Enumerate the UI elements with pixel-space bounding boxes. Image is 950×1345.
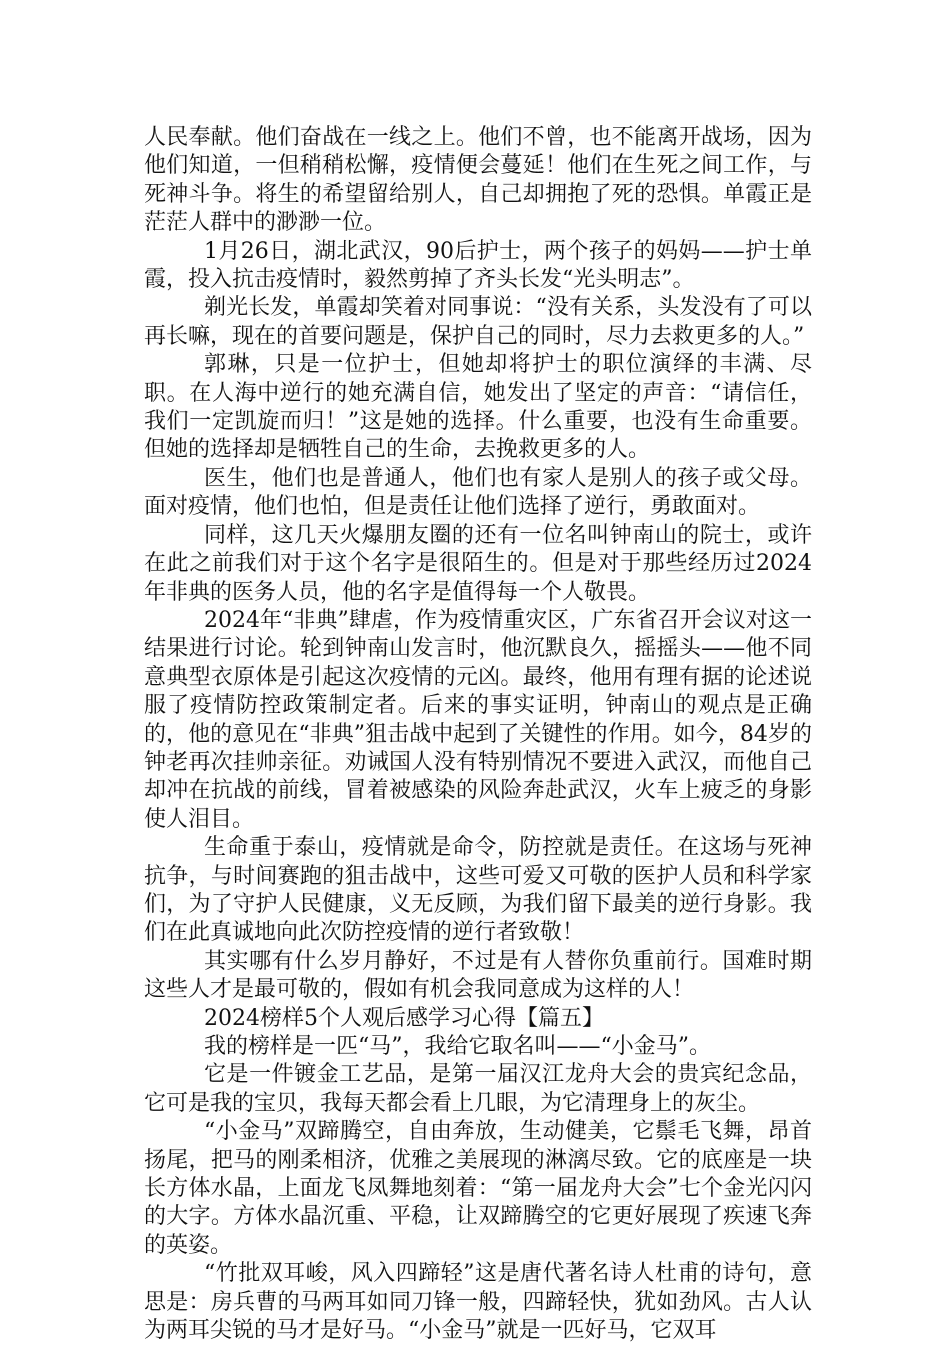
paragraph-7: 2024年“非典”肆虐，作为疫情重灾区，广东省召开会议对这一结果进行讨论。轮到钟南山发言时，他沉默良久，摇摇头——他不同意典型衣原体是引起这次疫情的元凶。最终，他用有理有据的论述说服了疫情防控政策制定者。后来的事实证明，钟南山的观点是正确的，他的意见在“非典”狙击战中起到了关键性的作用。如今，84岁的钟老再次挂帅亲征。劝诫国人没有特别情况不要进入武汉，而他自己却冲在抗战的前线，冒着被感染的风险奔赴武汉，火车上疲乏的身影使人泪目。 xyxy=(144,607,812,832)
paragraph-5: 医生，他们也是普通人，他们也有家人是别人的孩子或父母。面对疫情，他们也怕，但是责任让他们选择了逆行，勇敢面对。 xyxy=(144,465,812,520)
paragraph-13: “小金马”双蹄腾空，自由奔放，生动健美，它鬃毛飞舞，昂首扬尾，把马的刚柔相济，优雅之美展现的淋漓尽致。它的底座是一块长方体水晶，上面龙飞凤舞地刻着：“第一届龙舟大会”七个金光闪闪的大字。方体水晶沉重、平稳，让双蹄腾空的它更好展现了疾速飞奔的英姿。 xyxy=(144,1119,812,1258)
paragraph-2: 1月26日，湖北武汉，90后护士，两个孩子的妈妈——护士单霞，投入抗击疫情时，毅然剪掉了齐头长发“光头明志”。 xyxy=(144,238,812,293)
paragraph-12: 它是一件镀金工艺品，是第一届汉江龙舟大会的贵宾纪念品，它可是我的宝贝，我每天都会看上几眼，为它清理身上的灰尘。 xyxy=(144,1062,812,1116)
section-heading: 2024榜样5个人观后感学习心得【篇五】 xyxy=(204,1005,604,1031)
paragraph-11: 我的榜样是一匹“马”，我给它取名叫——“小金马”。 xyxy=(204,1034,711,1059)
paragraph-1: 人民奉献。他们奋战在一线之上。他们不曾，也不能离开战场，因为他们知道，一但稍稍松懈，疫情便会蔓延！他们在生死之间工作，与死神斗争。将生的希望留给别人，自己却拥抱了死的恐惧。单霞正是茫茫人群中的渺渺一位。 xyxy=(144,125,812,236)
paragraph-4: 郭琳，只是一位护士，但她却将护士的职位演绎的丰满、尽职。在人海中逆行的她充满自信，她发出了坚定的声音：“请信任，我们一定凯旋而归！”这是她的选择。什么重要，也没有生命重要。但她的选择却是牺牲自己的生命，去挽救更多的人。 xyxy=(144,352,812,463)
paragraph-9: 其实哪有什么岁月静好，不过是有人替你负重前行。国难时期这些人才是最可敬的，假如有机会我同意成为这样的人！ xyxy=(144,948,812,1003)
paragraph-8: 生命重于泰山，疫情就是命令，防控就是责任。在这场与死神抗争，与时间赛跑的狙击战中，这些可爱又可敬的医护人员和科学家们，为了守护人民健康，义无反顾，为我们留下最美的逆行身影。我们在此真诚地向此次防控疫情的逆行者致敬！ xyxy=(144,835,812,946)
paragraph-14: “竹批双耳峻，风入四蹄轻”这是唐代著名诗人杜甫的诗句，意思是：房兵曹的马两耳如同刀锋一般，四蹄轻快，犹如劲风。古人认为两耳尖锐的马才是好马。“小金马”就是一匹好马，它双耳 xyxy=(144,1261,812,1344)
paragraph-6: 同样，这几天火爆朋友圈的还有一位名叫钟南山的院士，或许在此之前我们对于这个名字是很陌生的。但是对于那些经历过2024年非典的医务人员，他的名字是值得每一个人敬畏。 xyxy=(144,522,812,605)
paragraph-3: 剃光长发，单霞却笑着对同事说：“没有关系，头发没有了可以再长嘛，现在的首要问题是，保护自己的同时，尽力去救更多的人。” xyxy=(144,295,812,349)
document-page xyxy=(144,124,812,1345)
